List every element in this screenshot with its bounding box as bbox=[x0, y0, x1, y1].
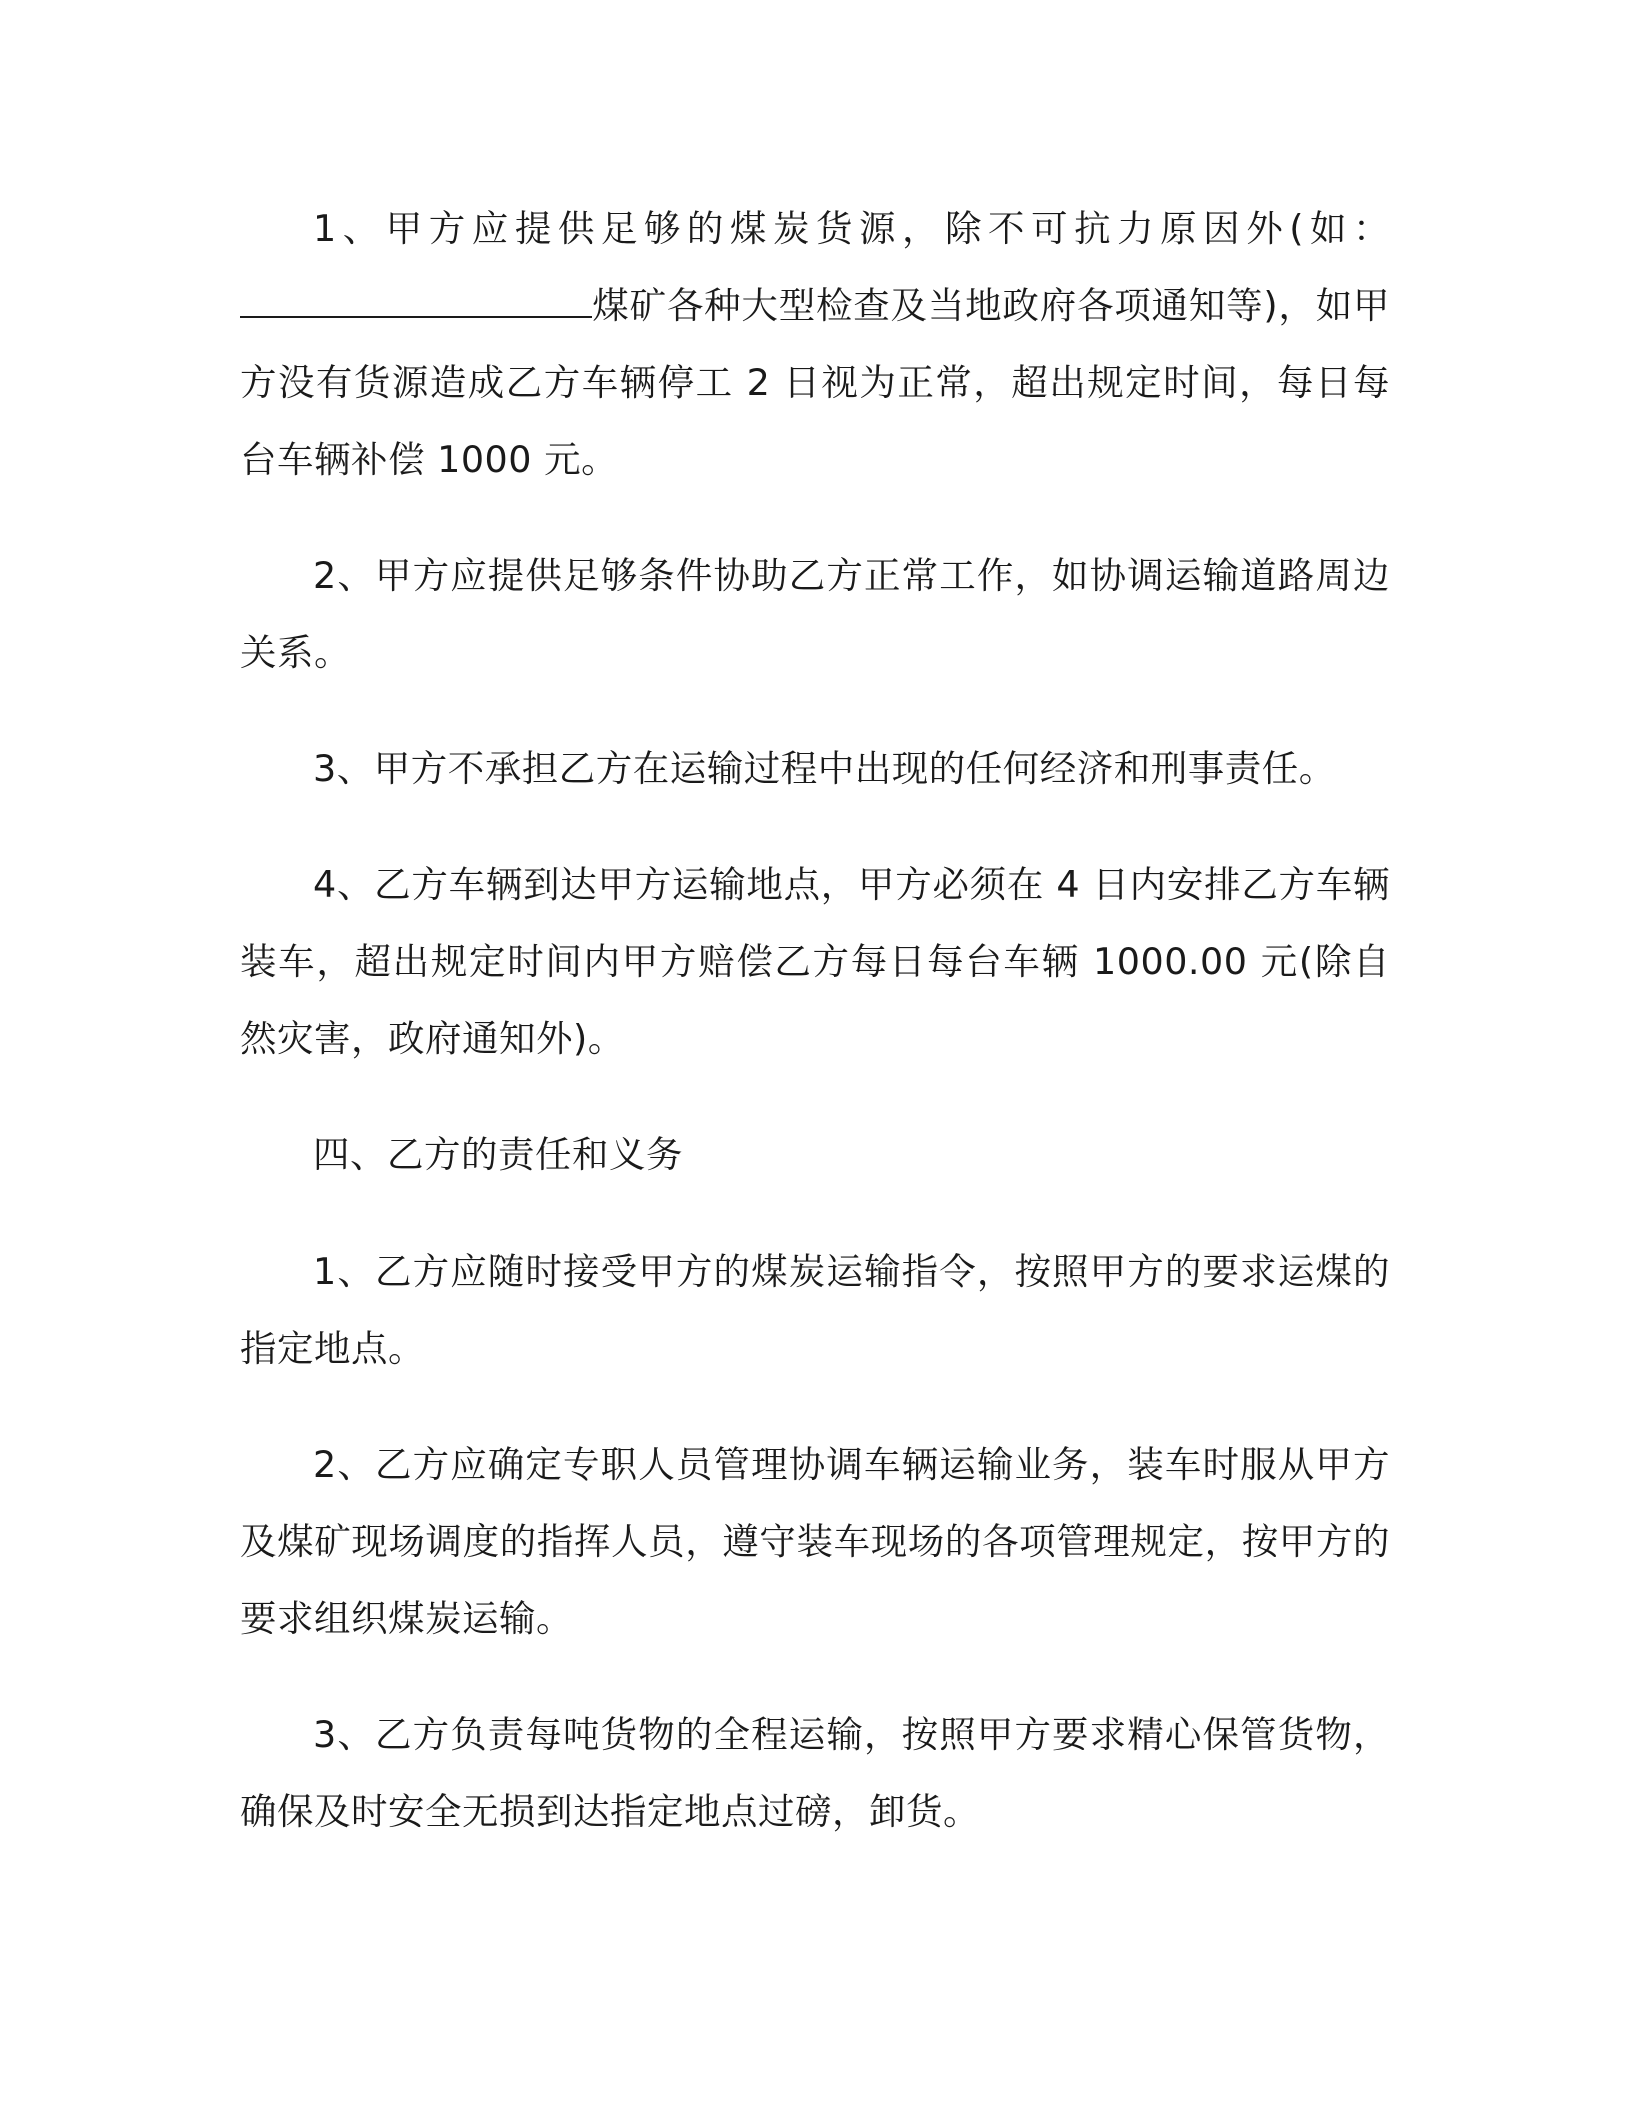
clause-jia-3: 3、甲方不承担乙方在运输过程中出现的任何经济和刑事责任。 bbox=[313, 747, 1336, 790]
document-page bbox=[240, 190, 1390, 1889]
clause-jia-1 bbox=[240, 190, 1390, 498]
clause-yi-3: 3、乙方负责每吨货物的全程运输，按照甲方要求精心保管货物，确保及时安全无损到达指定地点过磅，卸货。 bbox=[240, 1713, 1390, 1833]
fill-in-blank bbox=[240, 296, 592, 318]
section-heading-yi-duties: 四、乙方的责任和义务 bbox=[313, 1133, 683, 1176]
clause-yi-2: 2、乙方应确定专职人员管理协调车辆运输业务，装车时服从甲方及煤矿现场调度的指挥人员，遵守装车现场的各项管理规定，按甲方的要求组织煤炭运输。 bbox=[240, 1443, 1390, 1640]
clause-jia-2: 2、甲方应提供足够条件协助乙方正常工作，如协调运输道路周边关系。 bbox=[240, 554, 1390, 674]
clause-yi-1: 1、乙方应随时接受甲方的煤炭运输指令，按照甲方的要求运煤的指定地点。 bbox=[240, 1250, 1390, 1370]
clause-jia-1-text-a: 1、甲方应提供足够的煤炭货源，除不可抗力原因外(如： bbox=[313, 207, 1390, 250]
clause-jia-1-text-b: 煤矿各种大型检查及当地政府各项通知等)，如甲方没有货源造成乙方车辆停工 2 日视为正常，超出规定时间，每日每台车辆补偿 1000 元。 bbox=[240, 284, 1390, 481]
clause-jia-4: 4、乙方车辆到达甲方运输地点，甲方必须在 4 日内安排乙方车辆装车，超出规定时间内甲方赔偿乙方每日每台车辆 1000.00 元(除自然灾害，政府通知外)。 bbox=[240, 863, 1390, 1060]
